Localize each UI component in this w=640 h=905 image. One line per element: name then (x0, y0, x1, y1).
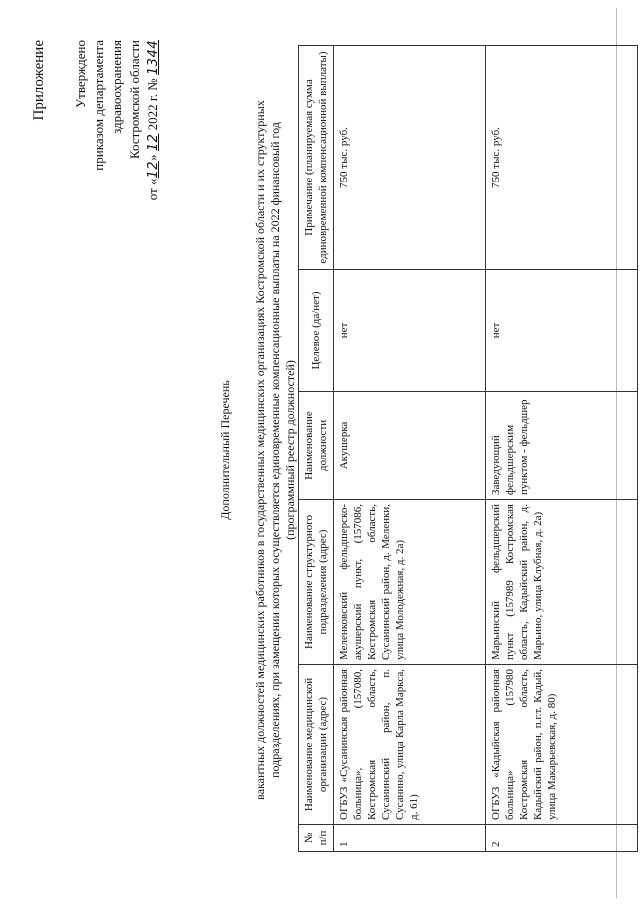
cell-num: 1 (334, 825, 486, 852)
date-separator: » (145, 151, 160, 161)
date-year: 2022 г. № (145, 78, 160, 134)
date-month: 12 (146, 133, 161, 152)
cell-note: 750 тыс. руб. (334, 46, 486, 270)
cell-unit: Марьинский фельдшерский пункт (157989 Костромская область, Кадыйский район, д. Марьино, улица Клубная, д. 2а) (486, 500, 638, 665)
header-target: Целевое (да/нет) (299, 270, 334, 392)
approval-line-3: здравоохранения (109, 40, 124, 134)
approval-line-4: Костромской области (127, 40, 142, 160)
appendix-title: Приложение (31, 40, 47, 121)
approval-line-2: приказом департамента (91, 40, 106, 171)
heading-description: вакантных должностей медицинских работников в государственных медицинских организациях Костромской области и их структурных подразделениях, при замещении которых осуществляется единовременные компенсационные выплаты на 2022 финансовый год (253, 100, 282, 800)
positions-table (298, 45, 638, 852)
table-row (334, 46, 486, 852)
header-num: № п/п (299, 825, 334, 852)
cell-position: Акушерка (334, 392, 486, 500)
approval-line-1: Утверждено (73, 40, 88, 109)
table-header-row (299, 46, 334, 852)
date-day: 12 (146, 160, 161, 179)
cell-position: Заведующий фельдшерским пунктом - фельдшер (486, 392, 638, 500)
approval-block (30, 40, 163, 340)
header-unit: Наименование структурного подразделения (адрес) (299, 500, 334, 665)
cell-target: нет (486, 270, 638, 392)
cell-note: 750 тыс. руб. (486, 46, 638, 270)
rotated-document-sheet (18, 20, 628, 880)
header-note: Примечание (планируемая сумма единовременной компенсационной выплаты) (299, 46, 334, 270)
cell-organization: ОГБУЗ «Кадыйская районная больница» (157980 Костромская область, Кадыйский район, п.г.т. Кадый, улица Макарьевская, д. 80) (486, 665, 638, 825)
approval-date-line (144, 40, 163, 340)
order-number: 1344 (146, 40, 161, 76)
cell-organization: ОГБУЗ «Сусанинская районная больница», (157080, Костромская область, Сусанинский район, п. Сусанино, улица Карла Маркса, д. 61) (334, 665, 486, 825)
heading-subtitle: (программный реестр должностей) (283, 360, 297, 540)
cell-unit: Меленковский фельдшерско-акушерский пункт, (157086, Костромская область, Сусанинский район, д. Меленки, улица Молодежная, д. 2а) (334, 500, 486, 665)
cell-num: 2 (486, 825, 638, 852)
date-prefix: от « (145, 178, 160, 201)
document-heading (218, 60, 298, 840)
table-row (486, 46, 638, 852)
heading-title: Дополнительный Перечень (218, 380, 232, 520)
header-organization: Наименование медицинской организации (адрес) (299, 665, 334, 825)
cell-target: нет (334, 270, 486, 392)
header-position: Наименование должности (299, 392, 334, 500)
